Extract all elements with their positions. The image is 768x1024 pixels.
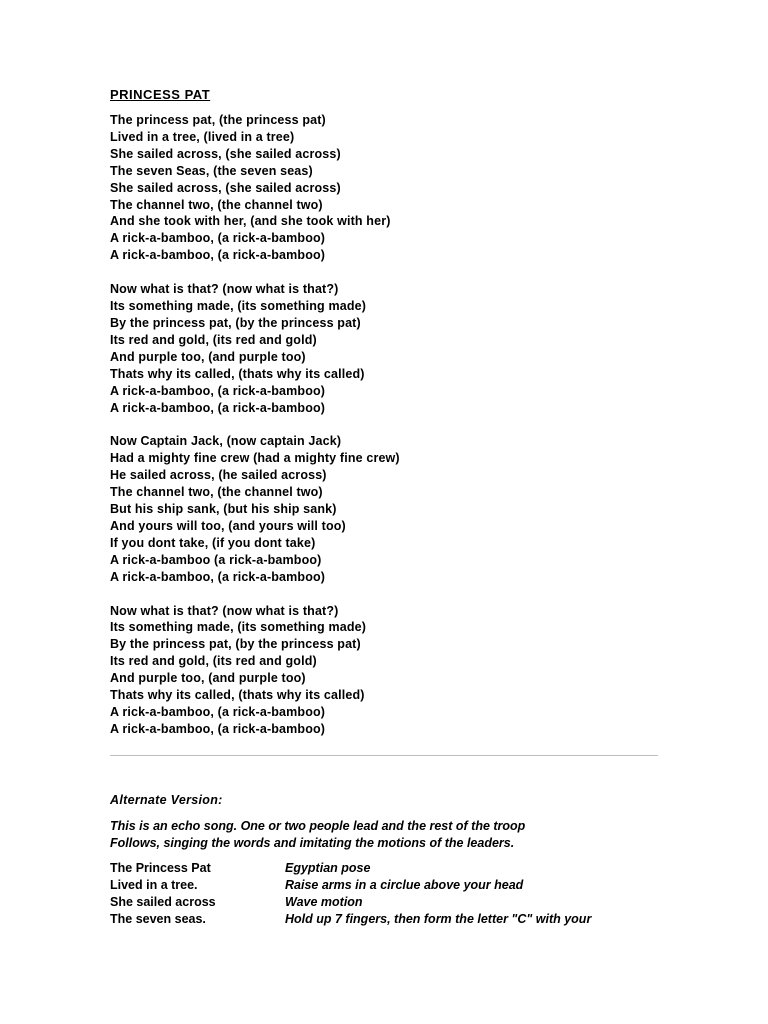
lyric-line: He sailed across, (he sailed across) xyxy=(110,468,327,483)
lyric-line: Thats why its called, (thats why its called) xyxy=(110,366,365,381)
lyric-line: And purple too, (and purple too) xyxy=(110,671,306,686)
motion-description: Hold up 7 fingers, then form the letter "C" with your xyxy=(285,912,592,926)
stanza-1 xyxy=(110,112,670,264)
lyric-line: By the princess pat, (by the princess pat) xyxy=(110,637,361,652)
lyrics-section xyxy=(110,86,670,755)
lyric-line: Its red and gold, (its red and gold) xyxy=(110,332,317,347)
lyric-line: Now what is that? (now what is that?) xyxy=(110,282,339,297)
motion-row xyxy=(110,877,591,894)
section-divider xyxy=(110,755,658,756)
motions-table xyxy=(110,860,591,928)
lyric-line: A rick-a-bamboo, (a rick-a-bamboo) xyxy=(110,705,326,719)
lyric-line: A rick-a-bamboo, (a rick-a-bamboo) xyxy=(110,383,326,398)
stanza-3 xyxy=(110,433,670,585)
motion-lyric: She sailed across xyxy=(110,895,216,909)
motion-row xyxy=(110,911,591,928)
song-title: PRINCESS PAT xyxy=(110,87,211,102)
lyric-line: Had a mighty fine crew (had a mighty fine crew) xyxy=(110,451,400,466)
alternate-version-section xyxy=(110,792,710,928)
lyric-line: A rick-a-bamboo, (a rick-a-bamboo) xyxy=(110,569,326,584)
lyric-line: By the princess pat, (by the princess pat) xyxy=(110,315,361,330)
lyric-line: Thats why its called, (thats why its called) xyxy=(110,688,365,703)
intro-line: This is an echo song. One or two people lead and the rest of the troop xyxy=(110,819,526,833)
motion-row xyxy=(110,860,591,877)
lyric-line: Its red and gold, (its red and gold) xyxy=(110,654,317,669)
lyric-line: She sailed across, (she sailed across) xyxy=(110,146,341,161)
motion-description: Raise arms in a circlue above your head xyxy=(285,878,524,892)
lyric-line: The channel two, (the channel two) xyxy=(110,197,323,212)
motion-lyric: Lived in a tree. xyxy=(110,878,198,892)
lyric-line: And she took with her, (and she took with her) xyxy=(110,214,391,229)
lyric-line: And purple too, (and purple too) xyxy=(110,349,306,364)
lyric-line: A rick-a-bamboo (a rick-a-bamboo) xyxy=(110,552,322,567)
lyric-line: A rick-a-bamboo, (a rick-a-bamboo) xyxy=(110,231,326,246)
lyric-line: Now what is that? (now what is that?) xyxy=(110,603,339,618)
lyric-line: The channel two, (the channel two) xyxy=(110,485,323,500)
lyric-line: Its something made, (its something made) xyxy=(110,299,367,314)
lyric-line: She sailed across, (she sailed across) xyxy=(110,180,341,195)
motion-description: Egyptian pose xyxy=(285,861,371,875)
lyric-line: And yours will too, (and yours will too) xyxy=(110,518,346,533)
lyric-line: The seven Seas, (the seven seas) xyxy=(110,163,313,178)
motion-lyric: The Princess Pat xyxy=(110,861,211,875)
lyric-line: But his ship sank, (but his ship sank) xyxy=(110,502,337,517)
motion-description: Wave motion xyxy=(285,895,363,909)
lyric-line: A rick-a-bamboo, (a rick-a-bamboo) xyxy=(110,400,326,415)
lyric-line: The princess pat, (the princess pat) xyxy=(110,113,326,127)
motion-row xyxy=(110,894,591,911)
stanza-2 xyxy=(110,281,670,416)
lyric-line: A rick-a-bamboo, (a rick-a-bamboo) xyxy=(110,248,326,263)
motion-lyric: The seven seas. xyxy=(110,912,206,926)
lyric-line: Its something made, (its something made) xyxy=(110,620,367,635)
lyric-line: If you dont take, (if you dont take) xyxy=(110,535,316,550)
alternate-intro xyxy=(110,818,710,851)
stanza-4 xyxy=(110,603,670,738)
alternate-version-heading: Alternate Version: xyxy=(110,793,223,807)
lyric-line: Lived in a tree, (lived in a tree) xyxy=(110,129,295,144)
lyric-line: Now Captain Jack, (now captain Jack) xyxy=(110,434,342,449)
intro-line: Follows, singing the words and imitating the motions of the leaders. xyxy=(110,835,515,850)
lyric-line: A rick-a-bamboo, (a rick-a-bamboo) xyxy=(110,721,326,736)
